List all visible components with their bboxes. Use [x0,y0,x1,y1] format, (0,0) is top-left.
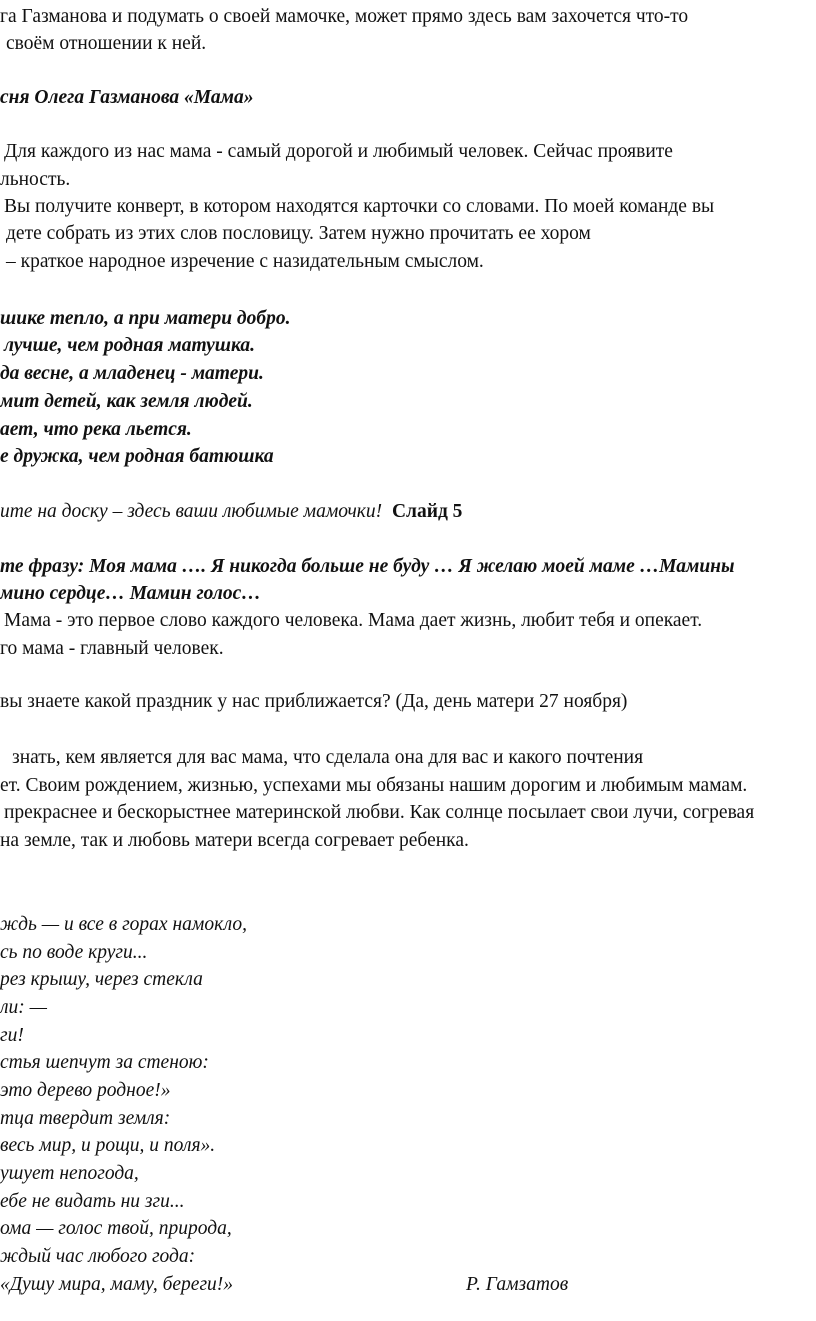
poem-line-12: ома — голос твой, природа, [0,1218,232,1239]
proverb-5: ает, что река льется. [0,419,192,440]
paragraph-line-1: знать, кем является для вас мама, что сделала она для вас и какого почтения [12,747,644,768]
poem-line-1: ждь — и все в горах намокло, [0,914,247,935]
poem-line-10: ушует непогода, [0,1163,139,1184]
poem-line-4: ли: — [0,997,47,1018]
task-line-3: Вы получите конверт, в котором находятся карточки со словами. По моей команде вы [4,196,715,217]
holiday-line: вы знаете какой праздник у нас приближается? (Да, день матери 27 ноября) [0,691,628,712]
poem-author: Р. Гамзатов [466,1274,569,1295]
task-line-1: Для каждого из нас мама - самый дорогой и любимый человек. Сейчас проявите [4,141,673,162]
paragraph-line-2: ет. Своим рождением, жизнью, успехами мы обязаны нашим дорогим и любимым мамам. [0,775,748,796]
song-heading: сня Олега Газманова «Мама» [0,87,254,108]
task-line-4: дете собрать из этих слов пословицу. Затем нужно прочитать ее хором [6,223,591,244]
proverb-3: да весне, а младенец - матери. [0,363,264,384]
poem-line-6: стья шепчут за стеною: [0,1052,209,1073]
task-line-5: – краткое народное изречение с назидательным смыслом. [6,251,484,272]
phrase-line-2: мино сердце… Мамин голос… [0,583,261,604]
poem-line-7: это дерево родное!» [0,1080,171,1101]
proverb-1: шике тепло, а при матери добро. [0,308,291,329]
board-text: ите на доску – здесь ваши любимые мамочки! [0,501,383,522]
slide-label: Слайд 5 [391,501,463,522]
paragraph-line-3: прекраснее и бескорыстнее материнской любви. Как солнце посылает свои лучи, согревая [4,802,755,823]
intro-line-2: своём отношении к ней. [6,33,207,54]
proverb-2: лучше, чем родная матушка. [4,335,256,356]
proverb-6: е дружка, чем родная батюшка [0,446,274,467]
poem-line-5: ги! [0,1025,24,1046]
phrase-line-1: те фразу: Моя мама …. Я никогда больше не буду … Я желаю моей маме …Мамины [0,556,735,577]
poem-line-9: весь мир, и рощи, и поля». [0,1135,216,1156]
poem-line-8: тца твердит земля: [0,1108,171,1129]
poem-line-2: сь по воде круги... [0,942,148,963]
poem-line-3: рез крышу, через стекла [0,969,203,990]
board-line [0,499,462,526]
mama-line-2: го мама - главный человек. [0,638,224,659]
poem-line-14: «Душу мира, маму, береги!» [0,1274,234,1295]
proverb-4: мит детей, как земля людей. [0,391,253,412]
intro-line-1: га Газманова и подумать о своей мамочке, может прямо здесь вам захочется что-то [0,6,689,27]
paragraph-line-4: на земле, так и любовь матери всегда согревает ребенка. [0,830,469,851]
poem-line-13: ждый час любого года: [0,1246,196,1267]
poem-line-11: ебе не видать ни зги... [0,1191,185,1212]
mama-line-1: Мама - это первое слово каждого человека. Мама дает жизнь, любит тебя и опекает. [4,610,703,631]
task-line-2: льность. [0,169,71,190]
